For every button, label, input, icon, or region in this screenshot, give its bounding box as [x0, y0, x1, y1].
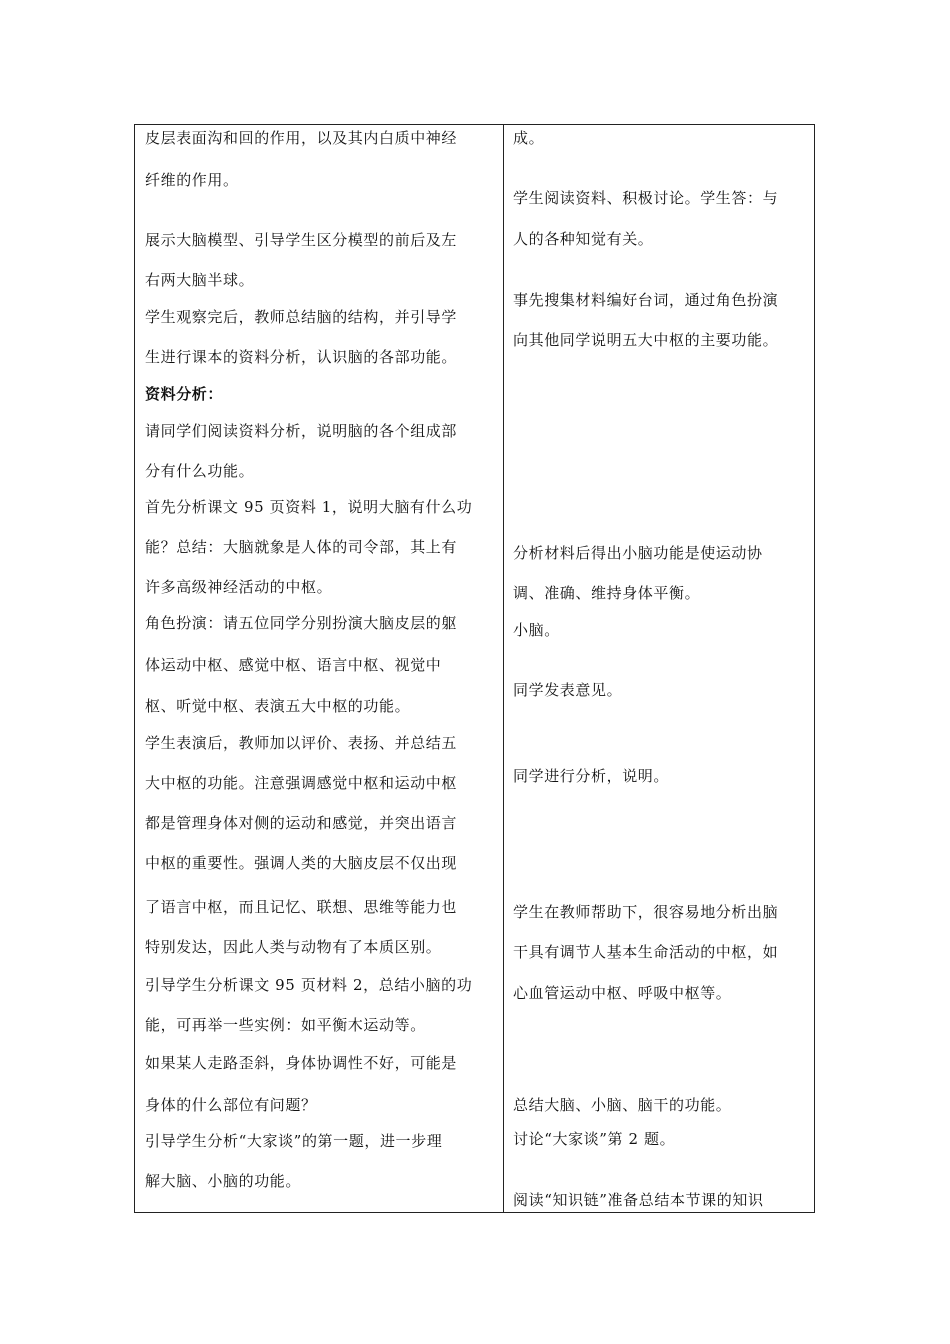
right-line-9: 同学发表意见。 [513, 681, 623, 699]
left-line-9: 分有什么功能。 [145, 462, 255, 480]
right-line-2: 学生阅读资料、积极讨论。学生答：与 [513, 189, 779, 207]
section-heading: 资料分析： [145, 385, 224, 403]
left-line-14: 体运动中枢、感觉中枢、语言中枢、视觉中 [145, 656, 442, 674]
left-line-2: 纤维的作用。 [145, 171, 239, 189]
right-line-4: 事先搜集材料编好台词，通过角色扮演 [513, 291, 779, 309]
left-line-24: 如果某人走路歪斜，身体协调性不好，可能是 [145, 1054, 458, 1072]
left-line-1: 皮层表面沟和回的作用，以及其内白质中神经 [145, 129, 458, 147]
right-line-13: 心血管运动中枢、呼吸中枢等。 [513, 984, 732, 1002]
left-line-11: 能？总结：大脑就象是人体的司令部，其上有 [145, 538, 458, 556]
left-line-8: 请同学们阅读资料分析，说明脑的各个组成部 [145, 422, 458, 440]
right-line-14: 总结大脑、小脑、脑干的功能。 [513, 1096, 732, 1114]
right-line-6: 分析材料后得出小脑功能是使运动协 [513, 544, 763, 562]
right-line-7: 调、准确、维持身体平衡。 [513, 584, 701, 602]
left-line-19: 中枢的重要性。强调人类的大脑皮层不仅出现 [145, 854, 458, 872]
right-line-15: 讨论“大家谈”第 2 题。 [513, 1130, 676, 1148]
left-line-18: 都是管理身体对侧的运动和感觉，并突出语言 [145, 814, 458, 832]
left-line-25: 身体的什么部位有问题？ [145, 1096, 317, 1114]
column-divider [503, 125, 504, 1212]
left-line-23: 能，可再举一些实例：如平衡木运动等。 [145, 1016, 426, 1034]
left-line-17: 大中枢的功能。注意强调感觉中枢和运动中枢 [145, 774, 458, 792]
left-line-26: 引导学生分析“大家谈”的第一题，进一步理 [145, 1132, 443, 1150]
left-line-12: 许多高级神经活动的中枢。 [145, 578, 333, 596]
right-line-1: 成。 [513, 129, 545, 147]
left-line-16: 学生表演后，教师加以评价、表扬、并总结五 [145, 734, 458, 752]
left-line-20: 了语言中枢，而且记忆、联想、思维等能力也 [145, 898, 458, 916]
right-line-5: 向其他同学说明五大中枢的主要功能。 [513, 331, 779, 349]
right-line-8: 小脑。 [513, 621, 560, 639]
left-line-3: 展示大脑模型、引导学生区分模型的前后及左 [145, 231, 458, 249]
right-line-11: 学生在教师帮助下，很容易地分析出脑 [513, 903, 779, 921]
left-line-21: 特别发达，因此人类与动物有了本质区别。 [145, 938, 442, 956]
left-line-10: 首先分析课文 95 页资料 1，说明大脑有什么功 [145, 498, 473, 516]
right-line-10: 同学进行分析，说明。 [513, 767, 670, 785]
left-line-22: 引导学生分析课文 95 页材料 2，总结小脑的功 [145, 976, 473, 994]
left-line-4: 右两大脑半球。 [145, 271, 255, 289]
left-line-6: 生进行课本的资料分析，认识脑的各部功能。 [145, 348, 458, 366]
left-line-27: 解大脑、小脑的功能。 [145, 1172, 302, 1190]
left-line-13: 角色扮演：请五位同学分别扮演大脑皮层的躯 [145, 614, 458, 632]
right-line-3: 人的各种知觉有关。 [513, 230, 654, 248]
left-line-15: 枢、听觉中枢、表演五大中枢的功能。 [145, 697, 411, 715]
right-line-16: 阅读“知识链”准备总结本节课的知识 [513, 1191, 764, 1209]
right-line-12: 干具有调节人基本生命活动的中枢，如 [513, 943, 779, 961]
left-line-5: 学生观察完后，教师总结脑的结构，并引导学 [145, 308, 458, 326]
